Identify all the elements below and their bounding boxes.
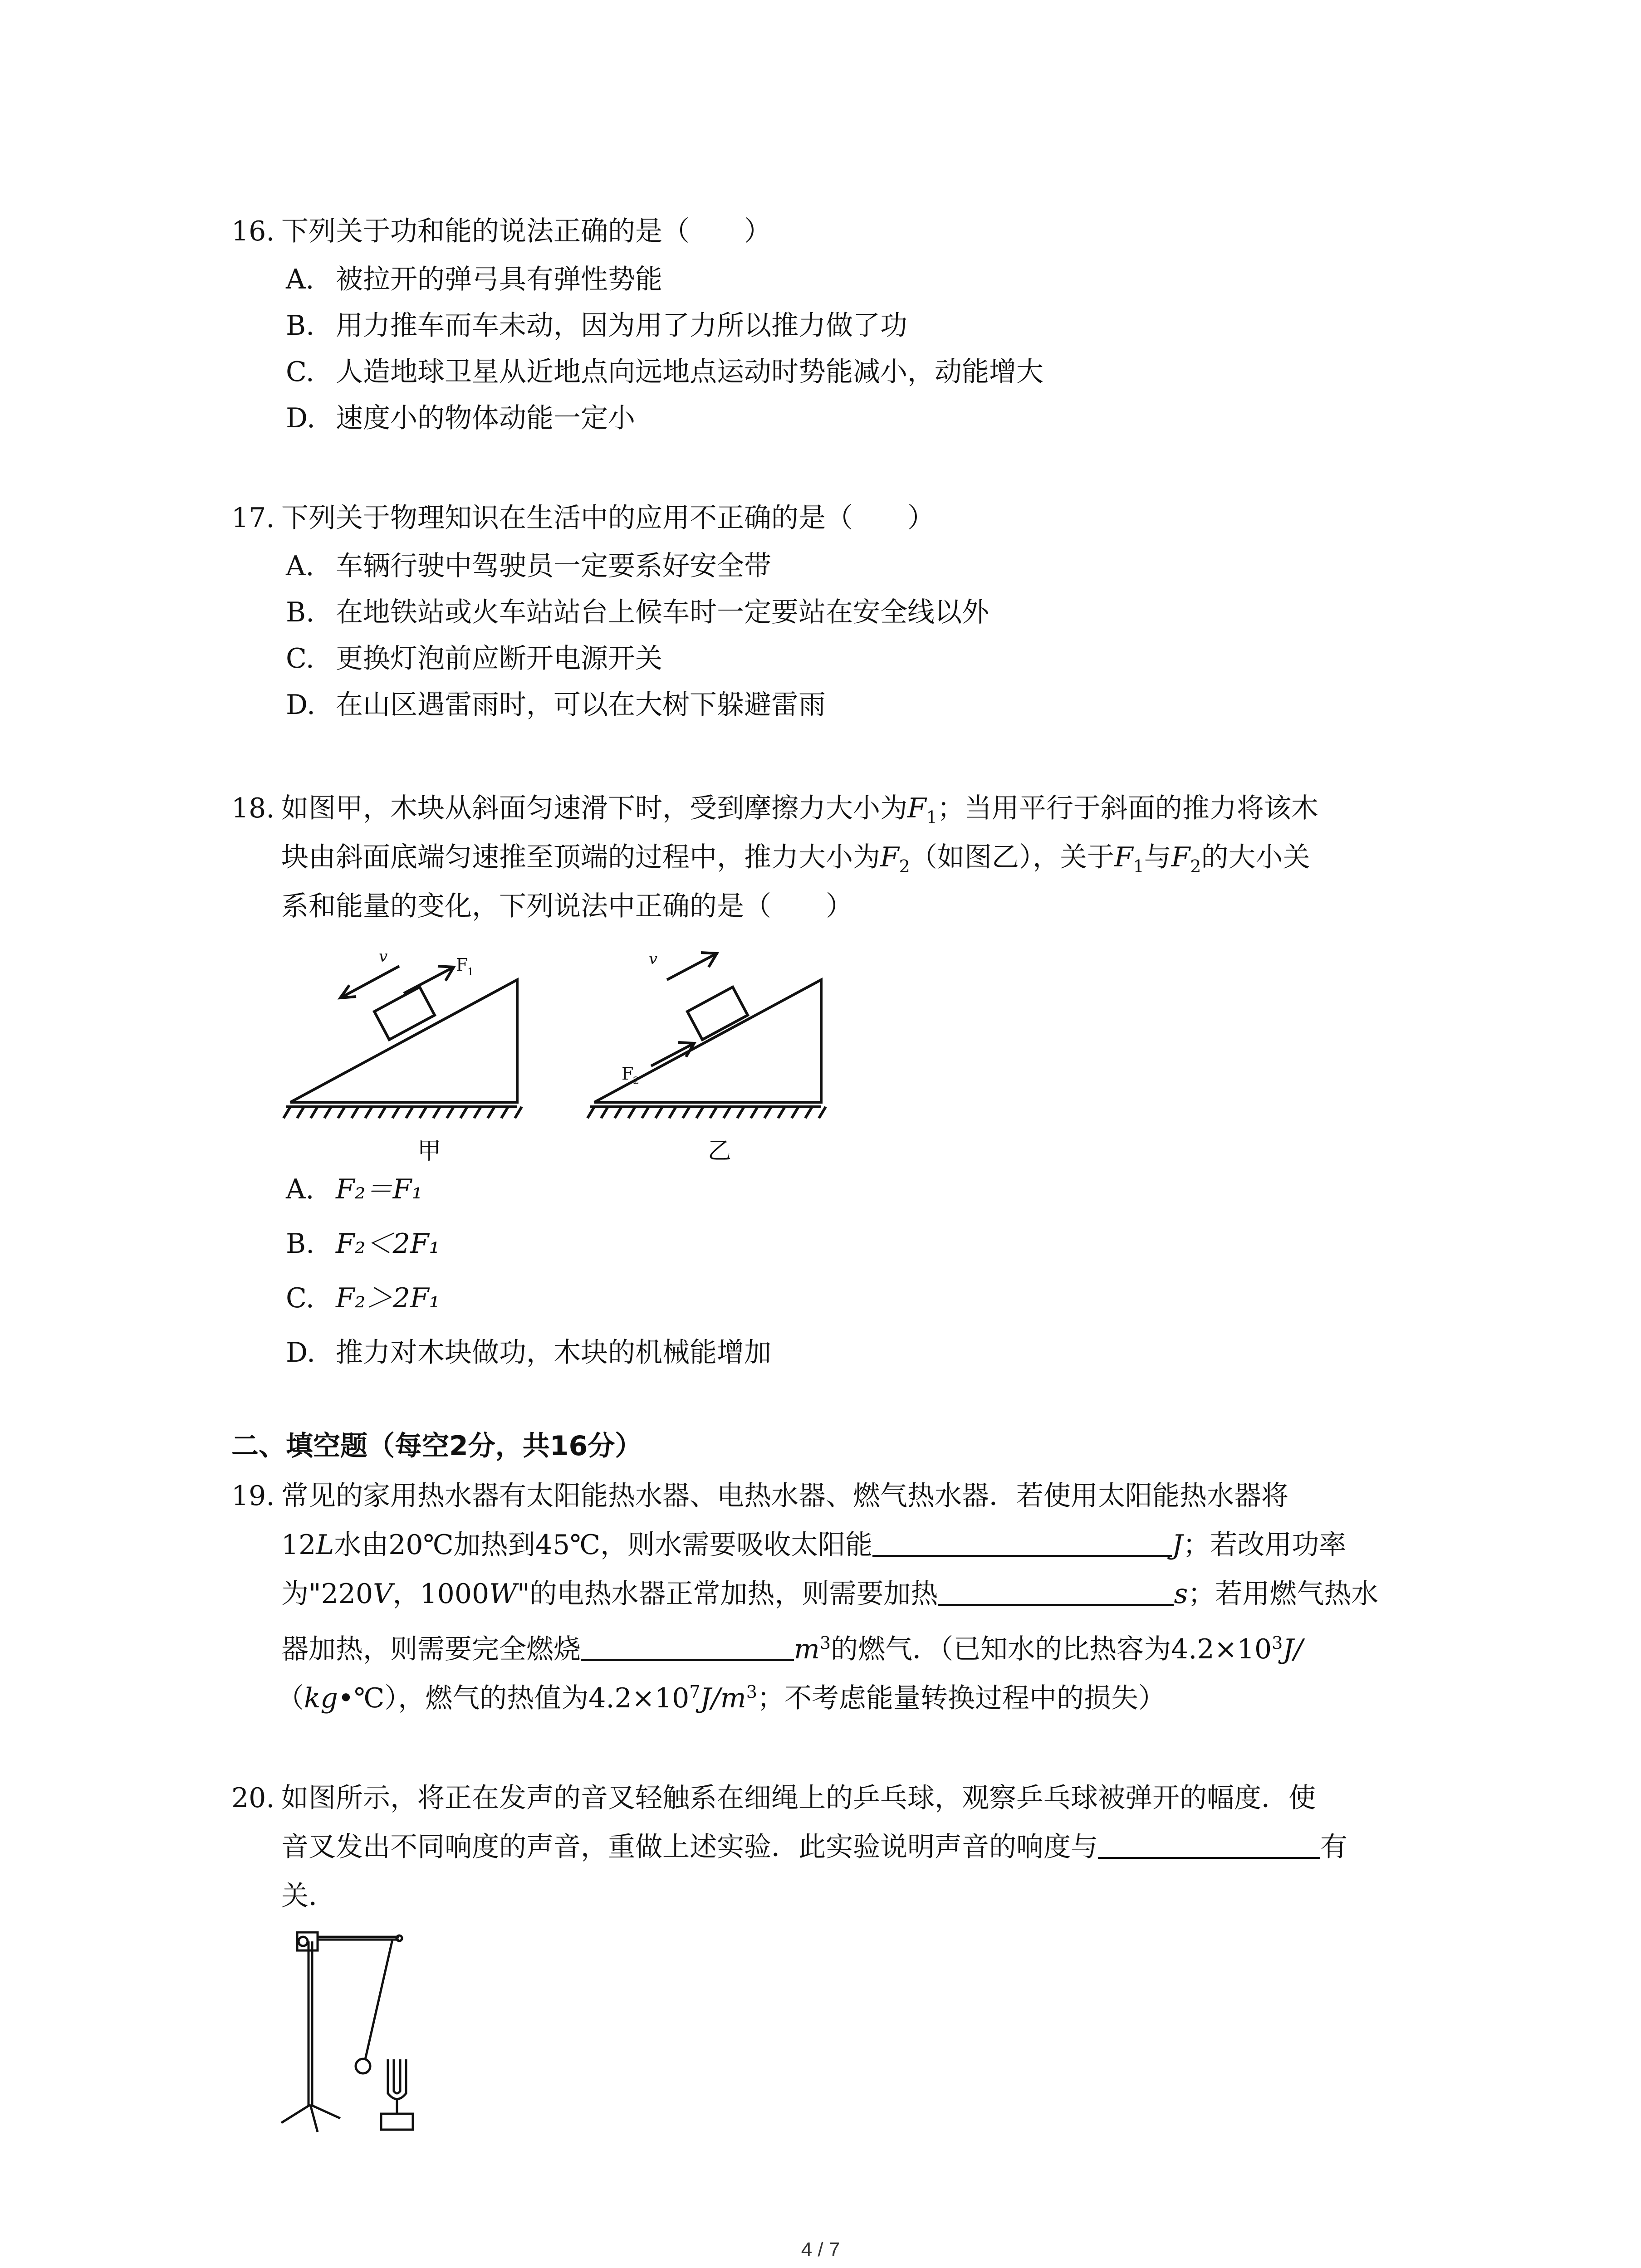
option-letter: B. <box>286 1228 315 1260</box>
text: 与 <box>1144 841 1171 873</box>
text: "的电热水器正常加热，则需要加热 <box>517 1578 938 1610</box>
q18-line2 <box>281 838 1310 885</box>
ground-hatch <box>284 1107 522 1118</box>
clamp-screw <box>299 1937 308 1946</box>
section-title: 二、填空题（每空2分，共16分） <box>231 1430 642 1462</box>
unit-s: s <box>1174 1578 1188 1610</box>
caption-yi: 乙 <box>708 1138 732 1165</box>
text: （如图乙），关于 <box>910 841 1114 873</box>
tuning-fork-figure <box>272 1923 445 2136</box>
text: 的燃气．（已知水的比热容为4.2×10 <box>831 1633 1272 1665</box>
unit-m: m <box>794 1633 820 1665</box>
q18-option-b <box>286 1225 440 1263</box>
text: 12 <box>281 1529 316 1561</box>
q17-option-a <box>286 547 771 585</box>
superscript: 3 <box>819 1633 831 1653</box>
text: 块由斜面底端匀速推至顶端的过程中，推力大小为 <box>281 841 880 873</box>
option-text: 用力推车而车未动，因为用了力所以推力做了功 <box>336 310 907 342</box>
ground-hatch <box>588 1107 826 1118</box>
text: 如图甲，木块从斜面匀速滑下时，受到摩擦力大小为 <box>281 792 907 824</box>
subscript: 2 <box>899 856 910 876</box>
q20-line1: 如图所示，将正在发声的音叉轻触系在细绳上的乒乓球，观察乒乓球被弹开的幅度．使 <box>281 1782 1316 1814</box>
string <box>365 1940 392 2059</box>
q16-option-b <box>286 307 907 345</box>
var-f: F <box>1171 841 1190 873</box>
option-text: 速度小的物体动能一定小 <box>336 402 635 434</box>
q17-option-d <box>286 686 826 724</box>
var-f: F <box>907 792 926 824</box>
incline-figure-jia <box>281 943 535 1157</box>
text: ，1000 <box>392 1578 490 1610</box>
text: 音叉发出不同响度的声音，重做上述实验．此实验说明声音的响度与 <box>281 1831 1098 1863</box>
superscript: 3 <box>746 1682 757 1702</box>
q20-number: 20. <box>231 1782 275 1814</box>
arm-end <box>397 1936 402 1941</box>
q17-number: 17. <box>231 502 275 534</box>
incline-triangle <box>594 980 821 1102</box>
q19-line2 <box>281 1526 1346 1564</box>
answer-blank-energy[interactable] <box>872 1527 1172 1557</box>
q19-line1: 常见的家用热水器有太阳能热水器、电热水器、燃气热水器．若使用太阳能热水器将 <box>281 1480 1288 1512</box>
label-f1: F <box>456 955 468 975</box>
option-text: F₂＜2F₁ <box>336 1228 440 1260</box>
q16-option-a <box>286 260 662 298</box>
superscript: 7 <box>689 1682 700 1702</box>
q18-line3: 系和能量的变化，下列说法中正确的是（ ） <box>281 890 853 922</box>
q20-line3: 关． <box>281 1880 336 1912</box>
option-text: 更换灯泡前应断开电源开关 <box>336 643 662 675</box>
var-f: F <box>880 841 899 873</box>
text: ；不考虑能量转换过程中的损失） <box>757 1682 1166 1714</box>
q17-stem: 下列关于物理知识在生活中的应用不正确的是（ ） <box>281 502 935 534</box>
page-number: 4 / 7 <box>801 2239 840 2261</box>
velocity-arrow <box>340 966 399 998</box>
text: 的大小关 <box>1201 841 1310 873</box>
q16-option-c <box>286 353 1043 391</box>
q18-line1 <box>281 789 1318 836</box>
text: ；当用平行于斜面的推力将该木 <box>937 792 1318 824</box>
q16-number: 16. <box>231 215 275 247</box>
subscript: 1 <box>926 807 937 827</box>
option-text: 在山区遇雷雨时，可以在大树下躲避雷雨 <box>336 689 826 721</box>
option-letter: D. <box>286 402 316 434</box>
unit-l: L <box>316 1529 334 1561</box>
tuning-fork-inner <box>394 2059 400 2093</box>
unit-j: J <box>1172 1529 1183 1561</box>
var-f: F <box>1114 841 1133 873</box>
option-letter: C. <box>286 1282 314 1314</box>
q19-line3 <box>281 1575 1378 1613</box>
q18-option-c <box>286 1279 440 1317</box>
option-text: F₂＝F₁ <box>336 1173 423 1205</box>
ping-pong-ball <box>356 2059 370 2073</box>
option-letter: B. <box>286 596 315 628</box>
q16-stem: 下列关于功和能的说法正确的是（ ） <box>281 215 771 247</box>
label-f1-sub: 1 <box>467 967 474 978</box>
text: 器加热，则需要完全燃烧 <box>281 1633 581 1665</box>
q17-option-b <box>286 593 989 631</box>
q19-line5 <box>277 1673 1166 1717</box>
option-text: F₂＞2F₁ <box>336 1282 440 1314</box>
text: ；若改用功率 <box>1183 1529 1347 1561</box>
option-text: 车辆行驶中驾驶员一定要系好安全带 <box>336 550 771 582</box>
label-v: v <box>649 950 658 968</box>
answer-blank-loudness[interactable] <box>1098 1829 1320 1859</box>
q17-option-c <box>286 640 662 678</box>
text: 水由20℃加热到45℃，则水需要吸收太阳能 <box>334 1529 873 1561</box>
option-letter: D. <box>286 1337 316 1369</box>
unit-kg: kg <box>304 1682 338 1714</box>
option-letter: A. <box>286 264 314 295</box>
unit-v: V <box>373 1578 393 1610</box>
caption-jia: 甲 <box>417 1138 441 1165</box>
incline-figure-yi <box>585 943 839 1157</box>
q20-line2 <box>281 1828 1347 1866</box>
unit-w: W <box>489 1578 517 1610</box>
text: •℃），燃气的热值为4.2×10 <box>338 1682 690 1714</box>
answer-blank-gas-volume[interactable] <box>581 1631 794 1661</box>
option-text: 被拉开的弹弓具有弹性势能 <box>336 264 662 295</box>
label-v: v <box>379 948 388 966</box>
answer-blank-time[interactable] <box>938 1576 1174 1606</box>
wood-block <box>687 987 748 1040</box>
option-letter: D. <box>286 689 316 721</box>
q18-number: 18. <box>231 792 275 824</box>
option-text: 人造地球卫星从近地点向远地点运动时势能减小，动能增大 <box>336 356 1043 388</box>
subscript: 2 <box>1190 856 1201 876</box>
q18-option-a <box>286 1170 422 1208</box>
text: （ <box>277 1682 304 1714</box>
label-f2: F <box>622 1064 634 1084</box>
subscript: 1 <box>1133 856 1144 876</box>
option-letter: A. <box>286 1173 314 1205</box>
text: 有 <box>1320 1831 1347 1863</box>
q19-number: 19. <box>231 1480 275 1512</box>
option-letter: B. <box>286 310 315 342</box>
text: ；若用燃气热水 <box>1188 1578 1379 1610</box>
q16-option-d <box>286 399 635 437</box>
resonance-box <box>381 2114 413 2130</box>
superscript: 3 <box>1272 1633 1283 1653</box>
q19-line4 <box>281 1624 1303 1668</box>
wood-block <box>374 987 435 1040</box>
option-letter: C. <box>286 643 314 675</box>
q18-option-d <box>286 1334 771 1372</box>
option-letter: A. <box>286 550 314 582</box>
option-text: 在地铁站或火车站站台上候车时一定要站在安全线以外 <box>336 596 989 628</box>
option-letter: C. <box>286 356 314 388</box>
unit-j-m: J/m <box>700 1682 746 1714</box>
unit-j-per: J/ <box>1283 1633 1303 1665</box>
option-text: 推力对木块做功，木块的机械能增加 <box>336 1337 771 1369</box>
label-f2-sub: 2 <box>633 1075 639 1087</box>
text: 为"220 <box>281 1578 373 1610</box>
stand-base <box>281 2105 340 2132</box>
